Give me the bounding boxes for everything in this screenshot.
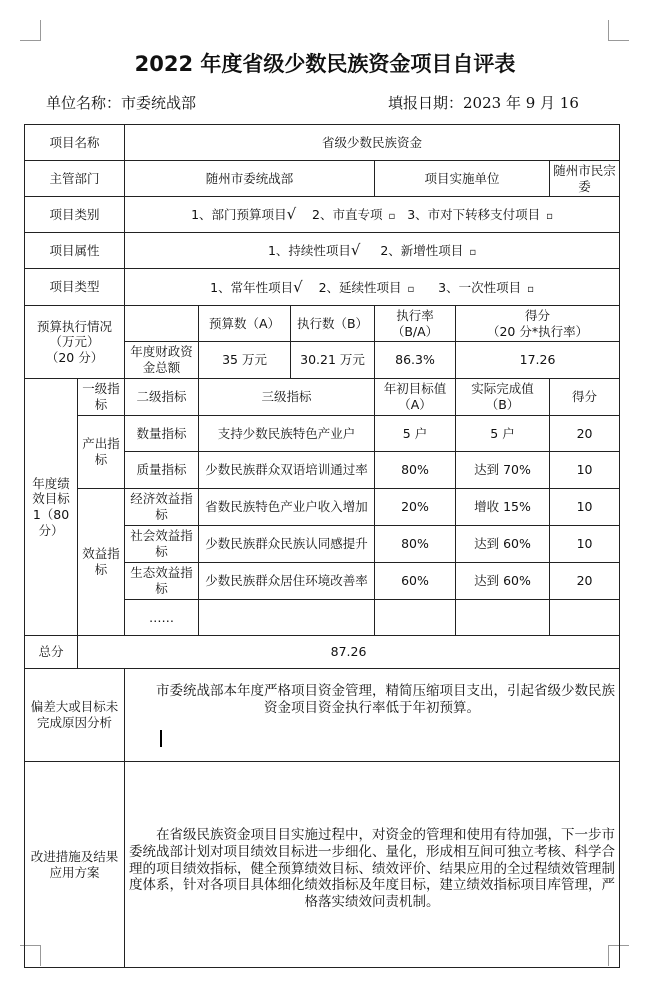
corner-mark-top-left xyxy=(20,20,41,41)
target-cell: 20% xyxy=(375,489,456,526)
score-cell: 20 xyxy=(550,416,620,452)
type-option-1: 1、常年性项目 xyxy=(210,279,294,295)
impl-unit-label: 项目实施单位 xyxy=(375,161,550,197)
output-indicator-label: 产出指标 xyxy=(78,416,125,489)
level2-cell: 生态效益指标 xyxy=(125,563,199,600)
level3-cell: 少数民族群众双语培训通过率 xyxy=(199,452,375,489)
exec-value: 30.21 万元 xyxy=(291,342,375,379)
attribute-options xyxy=(125,233,620,269)
budget-label: 预算执行情况 （万元） （20 分） xyxy=(25,306,125,379)
table-row xyxy=(25,489,620,526)
attribute-label: 项目属性 xyxy=(25,233,125,269)
total-label: 总分 xyxy=(25,636,78,669)
unit-label: 单位名称： xyxy=(46,94,122,112)
unit-value: 市委统战部 xyxy=(121,94,197,112)
category-option-3: 3、市对下转移支付项目 xyxy=(407,207,541,223)
deviation-text: 市委统战部本年度严格项目资金管理，精简压缩项目支出，引起省级少数民族资金项目资金执行率低于年初预算。 xyxy=(156,682,616,716)
category-option-2: 2、市直专项 xyxy=(312,207,383,223)
empty-cell xyxy=(550,600,620,636)
row-total xyxy=(25,636,620,669)
actual-cell: 达到 70% xyxy=(456,452,550,489)
budget-value: 35 万元 xyxy=(199,342,291,379)
empty-cell xyxy=(199,600,375,636)
document-title: 2022 年度省级少数民族资金项目自评表 xyxy=(134,52,516,76)
improvement-text: 在省级民族资金项目目实施过程中，对资金的管理和使用有待加强，下一步市委统战部计划对项目绩效目标进一步细化、量化，形成相互间可独立考核、科学合理的项目绩效指标，健全预算绩效目标、绩效评价、结果应用的全过程绩效管理制度体系，针对各项目具体细化绩效指标及年度目标，建立绩效指标项目库管理，严格落实绩效问责机制。 xyxy=(129,826,616,911)
type-option-3: 3、一次性项目 xyxy=(438,279,522,295)
budget-row-label: 年度财政资金总额 xyxy=(125,342,199,379)
perf-header-level3: 三级指标 xyxy=(199,379,375,416)
checkbox-icon: ▫ xyxy=(407,283,415,295)
benefit-indicator-label: 效益指标 xyxy=(78,489,125,636)
corner-mark-top-right xyxy=(608,20,629,41)
date-label: 填报日期： xyxy=(388,94,464,112)
exec-rate: 86.3% xyxy=(375,342,456,379)
ellipsis-cell: …… xyxy=(125,600,199,636)
budget-header-b: 执行数（B） xyxy=(291,306,375,342)
row-budget-header xyxy=(25,306,620,342)
checkbox-icon: ▫ xyxy=(469,247,477,259)
level2-cell: 社会效益指标 xyxy=(125,526,199,563)
date-value: 2023 年 9 月 16 xyxy=(463,94,579,112)
target-cell: 60% xyxy=(375,563,456,600)
text-cursor xyxy=(160,730,162,747)
score-cell: 10 xyxy=(550,526,620,563)
checkbox-icon: ▫ xyxy=(527,283,534,295)
perf-header-level1: 一级指标 xyxy=(78,379,125,416)
deviation-label: 偏差大或目标未完成原因分析 xyxy=(25,669,125,762)
budget-score: 17.26 xyxy=(456,342,620,379)
category-label: 项目类别 xyxy=(25,197,125,233)
evaluation-table xyxy=(24,124,620,968)
attribute-option-2: 2、新增性项目 xyxy=(380,243,464,259)
type-options xyxy=(125,269,620,306)
target-cell: 80% xyxy=(375,452,456,489)
actual-cell: 达到 60% xyxy=(456,526,550,563)
checkbox-icon: ▫ xyxy=(546,211,553,223)
actual-cell: 达到 60% xyxy=(456,563,550,600)
target-cell: 80% xyxy=(375,526,456,563)
actual-cell: 增收 15% xyxy=(456,489,550,526)
fill-date xyxy=(388,92,579,113)
empty-cell xyxy=(456,600,550,636)
total-value: 87.26 xyxy=(78,636,620,669)
type-label: 项目类型 xyxy=(25,269,125,306)
deviation-text-cell[interactable] xyxy=(125,669,620,762)
checkbox-icon: ▫ xyxy=(388,211,396,223)
budget-header-a: 预算数（A） xyxy=(199,306,291,342)
row-category xyxy=(25,197,620,233)
level3-cell: 支持少数民族特色产业户 xyxy=(199,416,375,452)
dept-value: 随州市委统战部 xyxy=(125,161,375,197)
level2-cell: 质量指标 xyxy=(125,452,199,489)
project-name-value: 省级少数民族资金 xyxy=(125,125,620,161)
row-dept xyxy=(25,161,620,197)
level2-cell: 经济效益指标 xyxy=(125,489,199,526)
dept-label: 主管部门 xyxy=(25,161,125,197)
score-cell: 10 xyxy=(550,489,620,526)
row-perf-header xyxy=(25,379,620,416)
score-cell: 20 xyxy=(550,563,620,600)
type-option-2: 2、延续性项目 xyxy=(318,279,402,295)
level3-cell: 省数民族特色产业户收入增加 xyxy=(199,489,375,526)
row-improvement xyxy=(25,762,620,968)
impl-unit-value: 随州市民宗委 xyxy=(550,161,620,197)
budget-header-score: 得分 （20 分*执行率） xyxy=(456,306,620,342)
performance-label: 年度绩效目标 1（80 分） xyxy=(25,379,78,636)
perf-header-target: 年初目标值（A） xyxy=(375,379,456,416)
improvement-text-cell[interactable] xyxy=(125,762,620,968)
table-row xyxy=(25,416,620,452)
checkmark-icon: √ xyxy=(286,205,297,224)
unit-name xyxy=(46,92,196,113)
row-type xyxy=(25,269,620,306)
level3-cell: 少数民族群众民族认同感提升 xyxy=(199,526,375,563)
actual-cell: 5 户 xyxy=(456,416,550,452)
row-attribute xyxy=(25,233,620,269)
category-options xyxy=(125,197,620,233)
perf-header-actual: 实际完成值（B） xyxy=(456,379,550,416)
empty-cell xyxy=(375,600,456,636)
project-name-label: 项目名称 xyxy=(25,125,125,161)
score-cell: 10 xyxy=(550,452,620,489)
row-project-name xyxy=(25,125,620,161)
perf-header-score: 得分 xyxy=(550,379,620,416)
target-cell: 5 户 xyxy=(375,416,456,452)
level3-cell: 少数民族群众居住环境改善率 xyxy=(199,563,375,600)
budget-header-rate: 执行率（B/A） xyxy=(375,306,456,342)
perf-header-level2: 二级指标 xyxy=(125,379,199,416)
checkmark-icon: √ xyxy=(293,277,303,296)
budget-blank-header xyxy=(125,306,199,342)
attribute-option-1: 1、持续性项目 xyxy=(267,243,351,259)
level2-cell: 数量指标 xyxy=(125,416,199,452)
row-deviation xyxy=(25,669,620,762)
improvement-label: 改进措施及结果应用方案 xyxy=(25,762,125,968)
category-option-1: 1、部门预算项目 xyxy=(191,207,287,223)
checkmark-icon: √ xyxy=(350,241,361,260)
